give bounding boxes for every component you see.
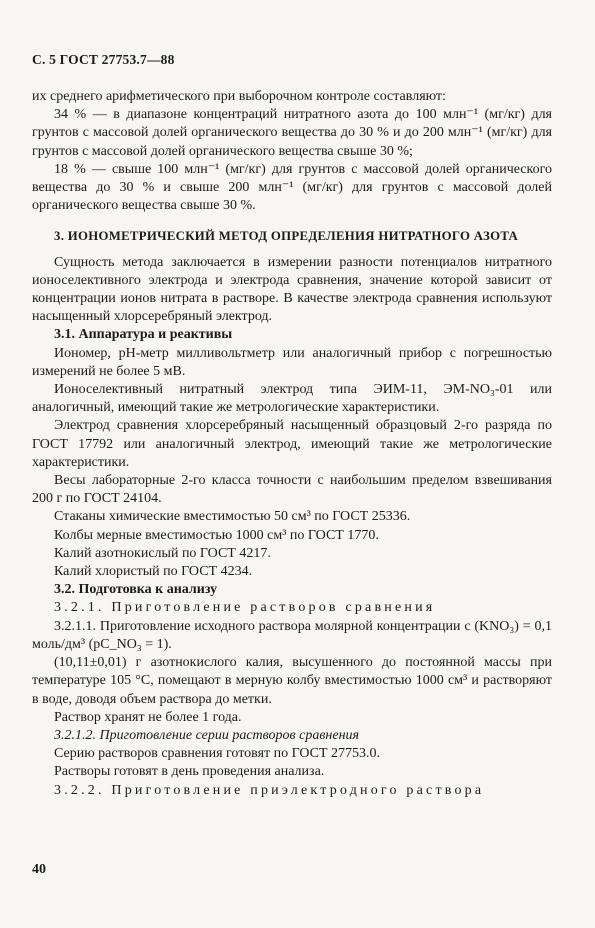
paragraph: Калий азотнокислый по ГОСТ 4217. [54, 545, 271, 561]
paragraph: 3.2.1.1. Приготовление исходного раствора молярной концентрации c (KNO₃) = 0,1 моль/дм³ (pC_NO₃ = 1). [32, 618, 552, 652]
paragraph: Серию растворов сравнения готовят по ГОСТ 27753.0. [54, 746, 381, 762]
paragraph: Электрод сравнения хлорсеребряный насыщенный образцовый 2-го разряда по ГОСТ 17792 или аналогичный электрод, имеющий такие же метрологические характеристики. [32, 418, 552, 470]
paragraph: Ионоселективный нитратный электрод типа ЭИМ-11, ЭМ-NO₃-01 или аналогичный, имеющий такие же метрологические характеристики. [32, 382, 552, 416]
subsection-heading: 3.2.1. Приготовление растворов сравнения [54, 600, 436, 616]
subsection-heading: 3.1. Аппаратура и реактивы [54, 327, 233, 343]
paragraph: (10,11±0,01) г азотнокислого калия, высушенного до постоянной массы при температуре 105 °С, помещают в мерную колбу вместимостью 1000 см³ и растворяют в воде, доводя объем раствора до метки. [32, 655, 552, 707]
paragraph: Растворы готовят в день проведения анализа. [54, 764, 325, 780]
paragraph: 18 % — свыше 100 млн⁻¹ (мг/кг) для грунтов с массовой долей органического вещества до 30 % и свыше 200 млн⁻¹ (мг/кг) для грунтов с массовой долей органического вещества свыше 30 %. [32, 161, 552, 214]
paragraph: Калий хлористый по ГОСТ 4234. [54, 564, 253, 580]
body-text [32, 88, 552, 800]
running-header: С. 5 ГОСТ 27753.7—88 [32, 52, 175, 67]
paragraph: Стаканы химические вместимостью 50 см³ по ГОСТ 25336. [54, 509, 411, 525]
subsection-heading: 3.2. Подготовка к анализу [54, 582, 218, 598]
paragraph: Сущность метода заключается в измерении разности потенциалов нитратного ионоселективного электрода и электрода сравнения, значение которой зависит от концентрации ионов нитрата в растворе. В качестве электрода сравнения используют насыщенный хлорсеребряный электрод. [32, 254, 552, 325]
section-heading: 3. ИОНОМЕТРИЧЕСКИЙ МЕТОД ОПРЕДЕЛЕНИЯ НИТРАТНОГО АЗОТА [54, 229, 519, 244]
subsection-heading: 3.2.1.2. Приготовление серии растворов сравнения [54, 727, 360, 743]
page-number: 40 [32, 862, 46, 877]
paragraph: Иономер, pH-метр милливольтметр или аналогичный прибор с погрешностью измерений не более 5 мВ. [32, 345, 552, 379]
paragraph: Колбы мерные вместимостью 1000 см³ по ГОСТ 1770. [54, 527, 379, 543]
paragraph: их среднего арифметического при выборочном контроле составляют: [32, 89, 446, 104]
paragraph: 34 % — в диапазоне концентраций нитратного азота до 100 млн⁻¹ (мг/кг) для грунтов с массовой долей органического вещества до 30 % и до 200 млн⁻¹ (мг/кг) для грунтов с массовой долей органического вещества свыше 30 %; [32, 107, 552, 159]
paragraph: Раствор хранят не более 1 года. [54, 709, 242, 725]
subsection-heading: 3.2.2. Приготовление приэлектродного раствора [54, 782, 485, 798]
paragraph: Весы лабораторные 2-го класса точности с наибольшим пределом взвешивания 200 г по ГОСТ 24104. [32, 473, 552, 507]
